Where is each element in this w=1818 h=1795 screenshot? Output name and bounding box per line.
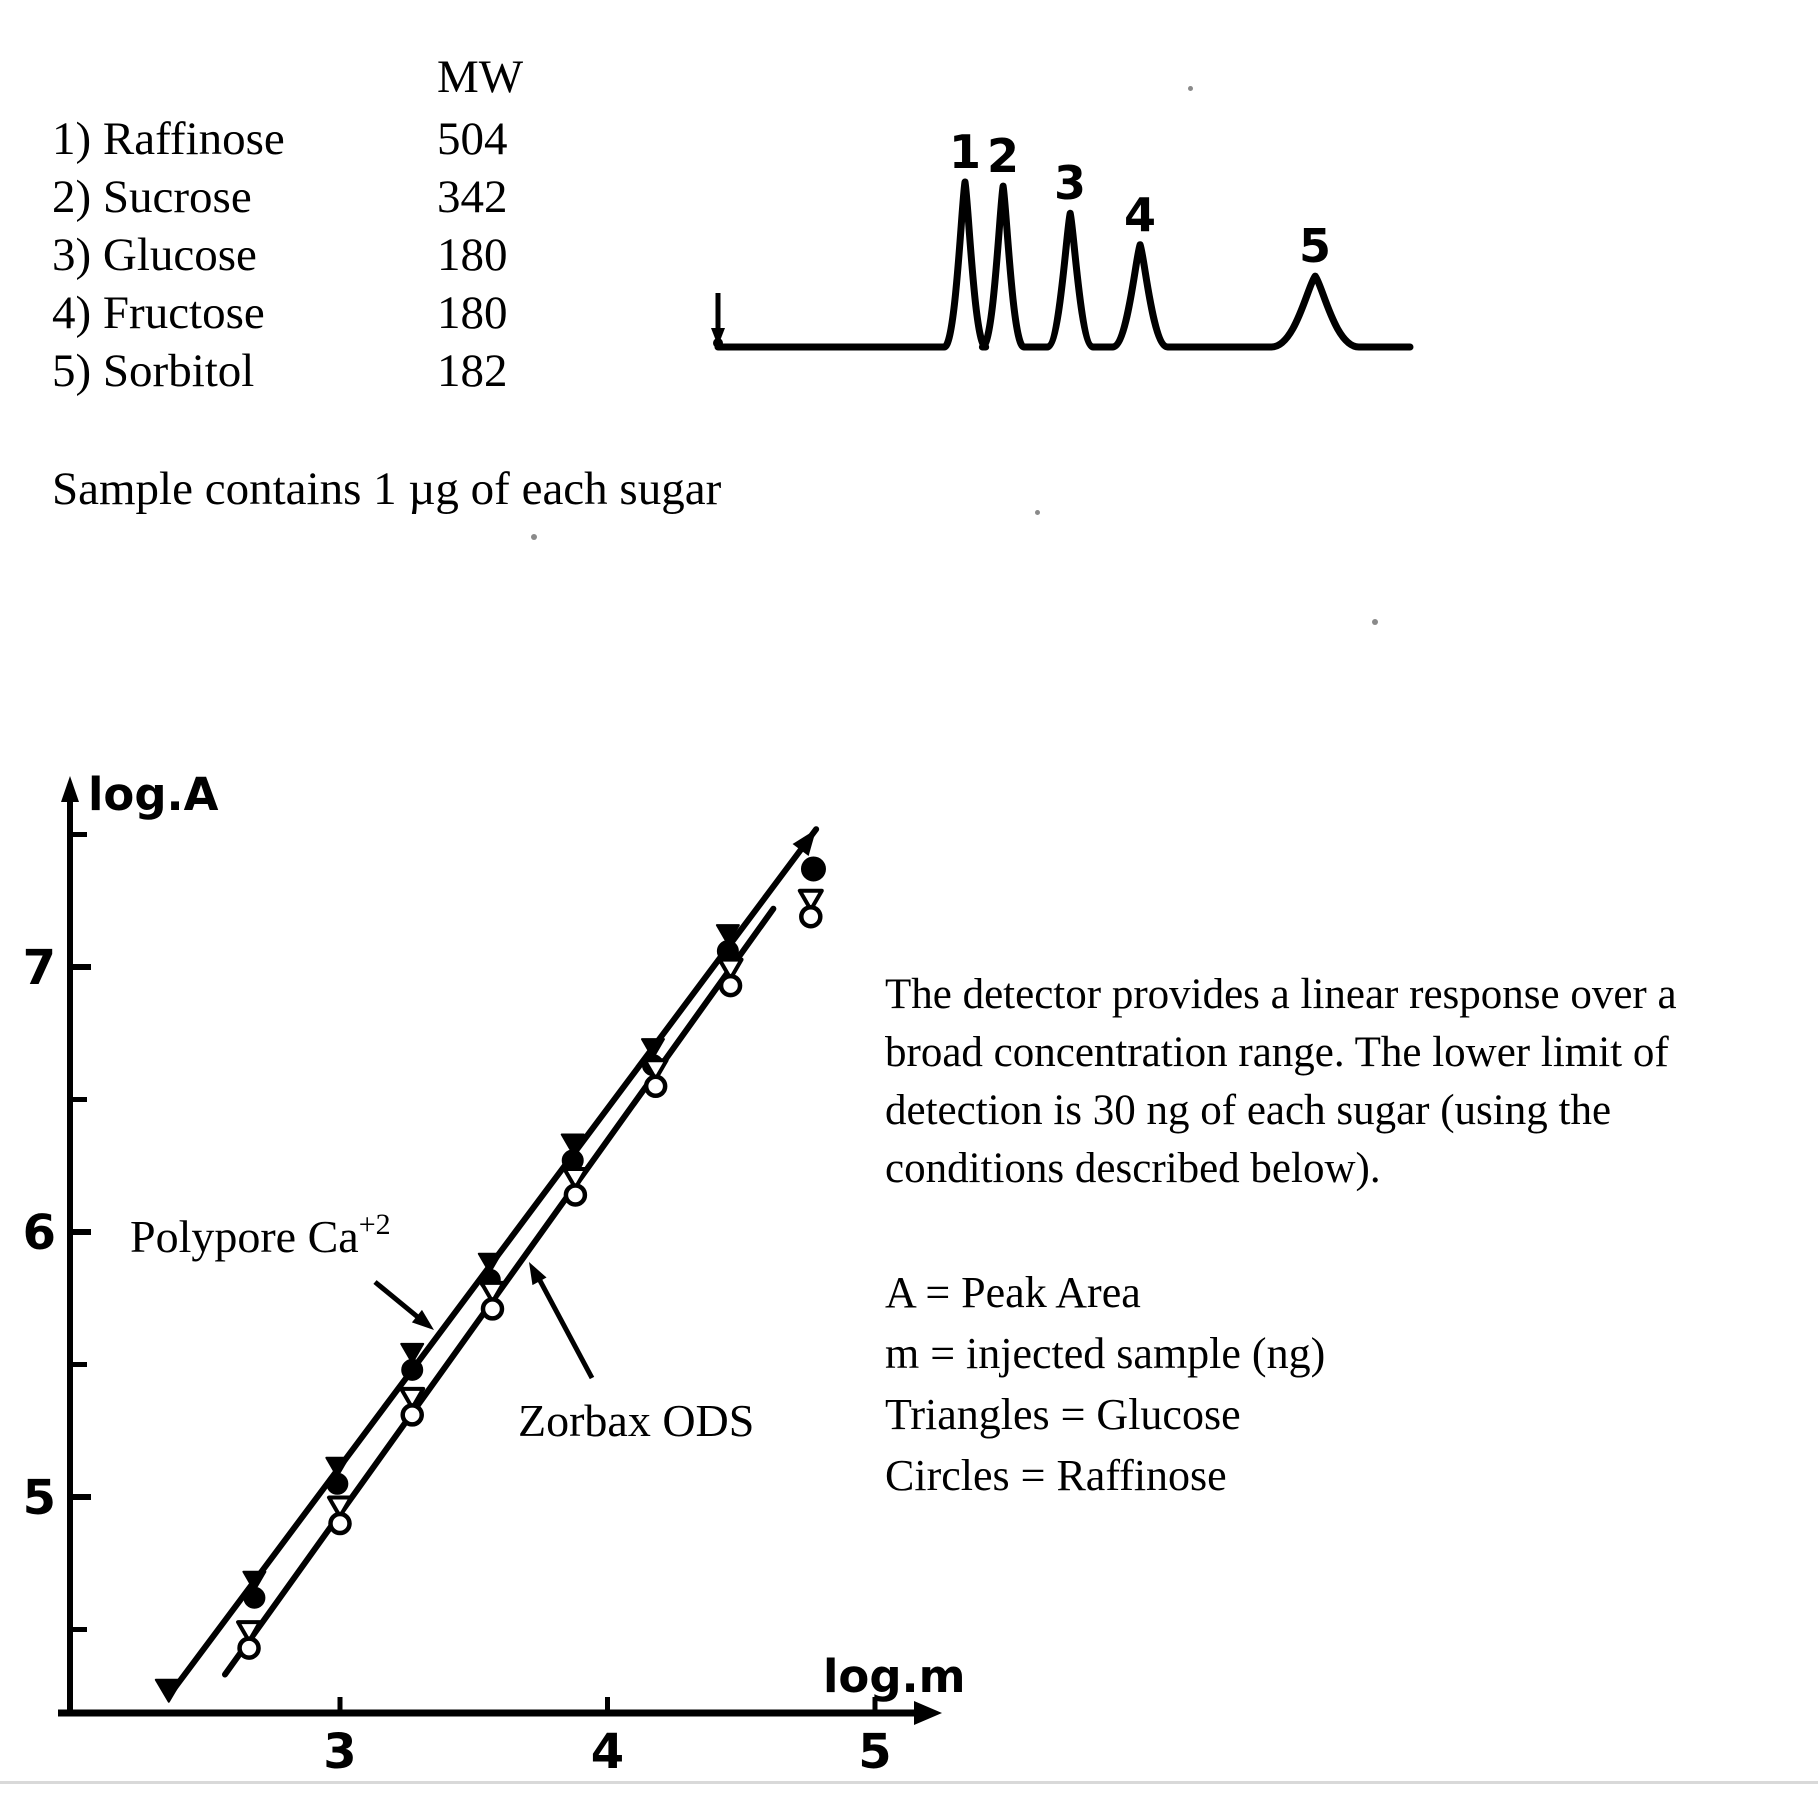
sample-note: Sample contains 1 µg of each sugar: [52, 463, 722, 515]
table-row: [52, 344, 612, 398]
filled-triangle-circle-marker: [562, 1135, 584, 1171]
chromatogram: [600, 100, 1440, 400]
y-tick-label: 5: [22, 1470, 56, 1526]
x-axis-label: log.m: [823, 1650, 966, 1703]
plot-legend: [885, 1262, 1325, 1506]
x-axis: [58, 1701, 942, 1725]
open-triangle-circle-marker: [564, 1169, 586, 1205]
legend-line: Circles = Raffinose: [885, 1451, 1227, 1500]
annotation-zorbax: Zorbax ODS: [518, 1395, 755, 1446]
y-axis-arrow: [61, 776, 79, 802]
x-tick-label: 3: [323, 1724, 357, 1780]
peak-number-label: 3: [1053, 156, 1087, 210]
peak-number-label: 5: [1298, 219, 1332, 273]
sugar-mw: 180: [437, 287, 508, 339]
peak-number-label: 4: [1123, 188, 1157, 242]
y-axis-label: log.A: [88, 768, 219, 821]
filled-triangle-marker: [156, 1680, 182, 1702]
y-tick-label: 6: [22, 1205, 56, 1261]
description-line: broad concentration range. The lower limit of: [885, 1029, 1669, 1076]
injection-mark: [711, 293, 725, 348]
x-axis-arrow: [914, 1701, 942, 1725]
legend-line: Triangles = Glucose: [885, 1390, 1241, 1439]
open-triangle-circle-marker: [329, 1498, 351, 1534]
scan-speck: [531, 534, 537, 540]
table-row: [52, 112, 612, 166]
legend-line: A = Peak Area: [885, 1268, 1141, 1317]
sugar-mw: 182: [437, 345, 508, 397]
sugar-mw: 180: [437, 229, 508, 281]
sugar-name: 5) Sorbitol: [52, 345, 255, 397]
open-triangle-circle-marker: [401, 1389, 423, 1425]
zorbax-annotation-arrow-head: [529, 1262, 547, 1285]
table-row: [52, 286, 612, 340]
y-axis: [61, 776, 79, 1715]
mw-column-header: MW: [437, 51, 524, 103]
description-paragraph: [885, 966, 1677, 1198]
peak-number-label: 1: [948, 125, 982, 179]
scan-speck: [1035, 510, 1040, 515]
sugar-name: 3) Glucose: [52, 229, 257, 281]
calibration-plot: [22, 768, 966, 1782]
table-row: [52, 228, 612, 282]
filled-triangle-circle-marker: [717, 925, 739, 961]
x-tick-label: 4: [590, 1724, 625, 1780]
description-line: The detector provides a linear response over a: [885, 971, 1677, 1018]
scan-edge-line: [0, 1781, 1818, 1784]
open-triangle-circle-marker: [645, 1060, 667, 1096]
y-tick-label: 7: [22, 940, 56, 996]
description-line: detection is 30 ng of each sugar (using the: [885, 1087, 1612, 1134]
sugar-name: 2) Sucrose: [52, 171, 252, 223]
open-triangle-circle-marker: [720, 960, 742, 996]
peak-number-label: 2: [986, 129, 1020, 183]
table-row: [52, 170, 612, 224]
legend-line: m = injected sample (ng): [885, 1329, 1326, 1378]
sugar-name: 4) Fructose: [52, 287, 265, 339]
sugar-name: 1) Raffinose: [52, 113, 285, 165]
annotation-polypore: Polypore $Ca^{+2}$: [130, 1208, 391, 1262]
open-triangle-circle-marker: [481, 1283, 503, 1319]
description-line: conditions described below).: [885, 1145, 1381, 1192]
open-triangle-circle-marker: [800, 891, 822, 927]
lone-filled-circle-marker: [801, 856, 826, 881]
sugar-mw: 342: [437, 171, 508, 223]
sugar-mw: 504: [437, 113, 508, 165]
zorbax-annotation-arrow: [537, 1275, 592, 1378]
scan-speck: [1372, 619, 1378, 625]
x-tick-label: 5: [858, 1724, 892, 1780]
scan-speck: [1188, 86, 1193, 91]
open-triangle-circle-marker: [238, 1622, 260, 1658]
